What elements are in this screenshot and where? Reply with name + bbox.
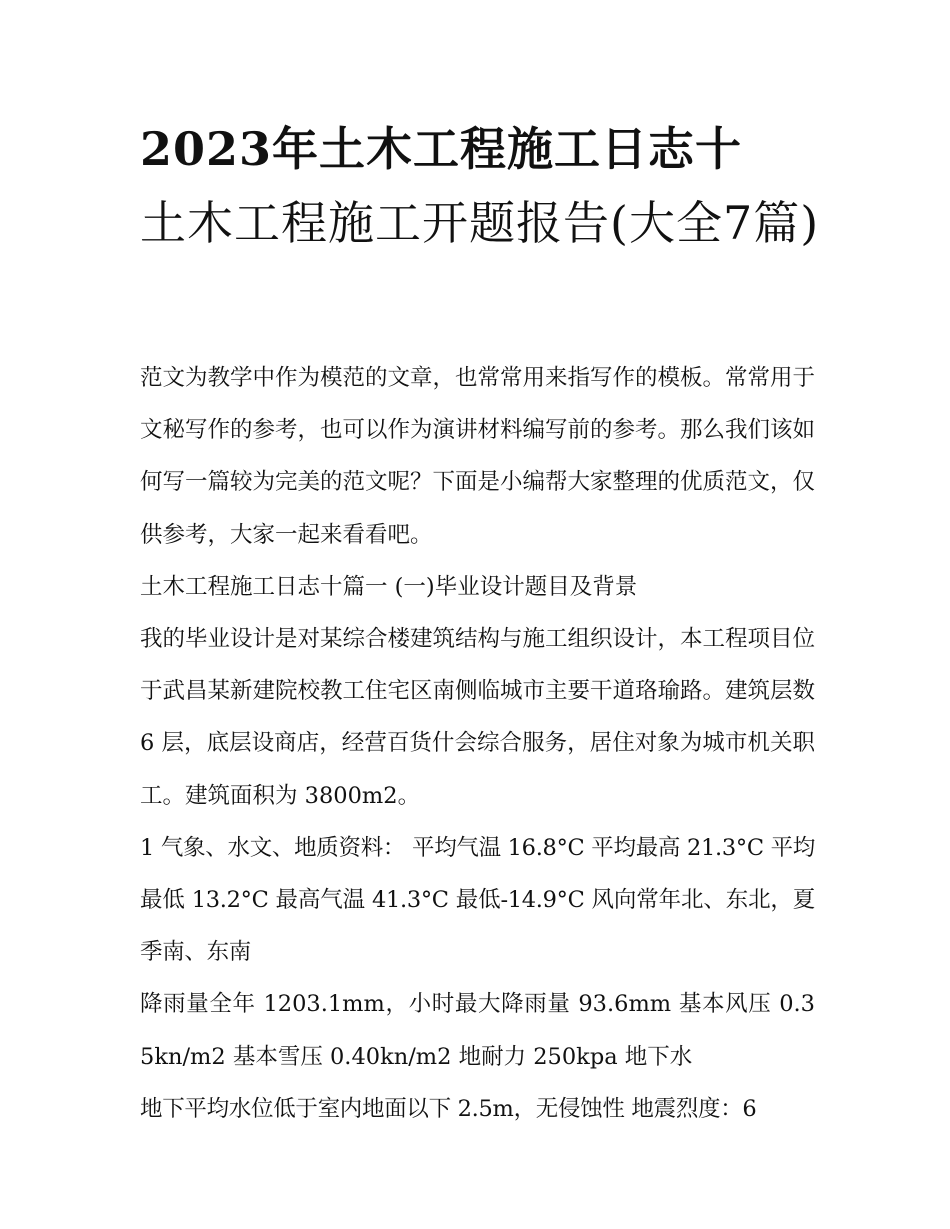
title-line-2: 土木工程施工开题报告(大全7篇) <box>140 196 820 250</box>
climate-data-paragraph: 1 气象、水文、地质资料： 平均气温 16.8°C 平均最高 21.3°C 平均最低 13.2°C 最高气温 41.3°C 最低-14.9°C 风向常年北、东北，夏季南、东南 <box>140 834 815 966</box>
groundwater-paragraph: 地下平均水位低于室内地面以下 2.5m，无侵蚀性 地震烈度：6 <box>140 1095 757 1122</box>
document-title <box>140 112 820 260</box>
project-description-paragraph: 我的毕业设计是对某综合楼建筑结构与施工组织设计，本工程项目位于武昌某新建院校教工住宅区南侧临城市主要干道珞瑜路。建筑层数 6 层，底层设商店，经营百货什会综合服务，居住对象为城市机关职工。建筑面积为 3800m2。 <box>140 626 816 809</box>
intro-paragraph: 范文为教学中作为模范的文章，也常常用来指写作的模板。常常用于文秘写作的参考，也可以作为演讲材料编写前的参考。那么我们该如何写一篇较为完美的范文呢？下面是小编帮大家整理的优质范文，仅供参考，大家一起来看看吧。 <box>140 365 816 548</box>
title-line-1: 2023年土木工程施工日志十 <box>140 122 743 176</box>
section-heading: 土木工程施工日志十篇一 (一)毕业设计题目及背景 <box>140 573 638 600</box>
rainfall-paragraph: 降雨量全年 1203.1mm，小时最大降雨量 93.6mm 基本风压 0.35kn/m2 基本雪压 0.40kn/m2 地耐力 250kpa 地下水 <box>140 991 815 1070</box>
document-body <box>140 352 815 1135</box>
